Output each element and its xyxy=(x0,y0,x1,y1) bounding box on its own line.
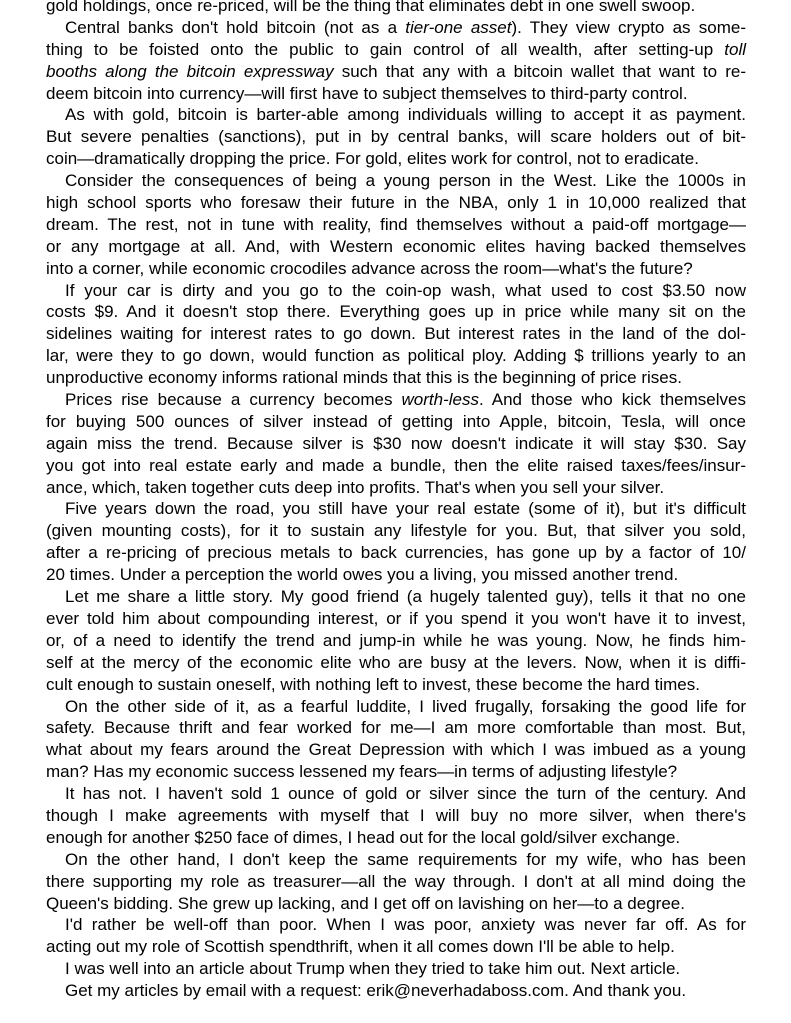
text-line: It has not. I haven't sold 1 ounce of gold or silver since the turn of the century. And xyxy=(65,784,746,804)
text-line: self at the mercy of the economic elite who are busy at the levers. Now, when it is diffi- xyxy=(46,652,746,672)
text-line: But severe penalties (sanctions), put in by central banks, will scare holders out of bit- xyxy=(46,127,746,147)
text-line: thing to be foisted onto the public to gain control of all wealth, after setting-up toll xyxy=(46,39,746,59)
text-line: again miss the trend. Because silver is $30 now doesn't indicate it will stay $30. Say xyxy=(46,433,746,453)
text-line: Let me share a little story. My good friend (a hugely talented guy), tells it that no one xyxy=(65,587,746,607)
text-line: booths along the bitcoin expressway such that any with a bitcoin wallet that want to re- xyxy=(46,61,746,81)
text-line: gold holdings, once re-priced, will be the thing that eliminates debt in one swell swoop. xyxy=(46,0,696,15)
text-line: what about my fears around the Great Depression with which I was imbued as a young xyxy=(46,740,746,760)
text-line: costs $9. And it doesn't stop there. Everything goes up in price while many sit on the xyxy=(46,302,746,322)
text-line: or, of a need to identify the trend and jump-in while he was young. Now, he finds him- xyxy=(46,630,746,650)
text-line: or any mortgage at all. And, with Western economic elites having backed themselves xyxy=(46,236,746,256)
text-line: If your car is dirty and you go to the coin-op wash, what used to cost $3.50 now xyxy=(65,280,746,300)
text-line: ance, which, taken together cuts deep into profits. That's when you sell your silver. xyxy=(46,477,665,497)
text-line: acting out my role of Scottish spendthrift, when it all comes down I'll be able to help. xyxy=(46,937,675,957)
text-line: I was well into an article about Trump when they tried to take him out. Next article. xyxy=(65,959,681,979)
text-line: lar, were they to go down, would function as political ploy. Adding $ trillions yearly to an xyxy=(46,346,746,366)
text-line: cult enough to sustain oneself, with nothing left to invest, these become the hard times. xyxy=(46,674,700,694)
text-line: for buying 500 ounces of silver instead of getting into Apple, bitcoin, Tesla, will once xyxy=(46,411,746,431)
text-line: 20 times. Under a perception the world owes you a living, you missed another trend. xyxy=(46,565,679,585)
text-line: man? Has my economic success lessened my fears—in terms of adjusting lifestyle? xyxy=(46,762,678,782)
text-line: Prices rise because a currency becomes worth-less. And those who kick themselves xyxy=(65,390,746,410)
text-line: deem bitcoin into currency—will first have to subject themselves to third-party control. xyxy=(46,83,688,103)
text-line: there supporting my role as treasurer—all the way through. I don't at all mind doing the xyxy=(46,871,746,891)
text-line: you got into real estate early and made a bundle, then the elite raised taxes/fees/insur- xyxy=(46,455,746,475)
text-line: Consider the consequences of being a young person in the West. Like the 1000s in xyxy=(65,171,746,191)
text-line: enough for another $250 face of dimes, I head out for the local gold/silver exchange. xyxy=(46,827,681,847)
text-line: Get my articles by email with a request: erik@neverhadaboss.com. And thank you. xyxy=(65,981,687,1001)
text-line: Queen's bidding. She grew up lacking, and I get off on lavishing on her—to a degree. xyxy=(46,893,685,913)
text-line: (given mounting costs), for it to sustain any lifestyle for you. But, that silver you sold, xyxy=(46,521,746,541)
text-line: sidelines waiting for interest rates to go down. But interest rates in the land of the dol- xyxy=(46,324,746,344)
text-line: Central banks don't hold bitcoin (not as a tier-one asset). They view crypto as some- xyxy=(65,17,746,37)
text-line: coin—dramatically dropping the price. For gold, elites work for control, not to eradicate. xyxy=(46,149,699,169)
text-line: Five years down the road, you still have your real estate (some of it), but it's difficult xyxy=(65,499,746,519)
article-body xyxy=(46,0,746,1002)
text-line: high school sports who foresaw their future in the NBA, only 1 in 10,000 realized that xyxy=(46,193,746,213)
text-line: I'd rather be well-off than poor. When I was poor, anxiety was never far off. As for xyxy=(65,915,746,935)
text-line: though I make agreements with myself that I will buy no more silver, when there's xyxy=(46,805,746,825)
text-line: safety. Because thrift and fear worked for me—I am more comfortable than most. But, xyxy=(46,718,746,738)
text-line: On the other side of it, as a fearful luddite, I lived frugally, forsaking the good life for xyxy=(65,696,746,716)
text-line: dream. The rest, not in tune with reality, find themselves without a paid-off mortgage— xyxy=(46,214,746,234)
text-line: ever told him about compounding interest, or if you spend it you won't have it to invest, xyxy=(46,608,746,628)
text-line: after a re-pricing of precious metals to back currencies, has gone up by a factor of 10/ xyxy=(46,543,746,563)
text-line: unproductive economy informs rational minds that this is the beginning of price rises. xyxy=(46,368,682,388)
text-line: On the other hand, I don't keep the same requirements for my wife, who has been xyxy=(65,849,746,869)
text-line: As with gold, bitcoin is barter-able among individuals willing to accept it as payment. xyxy=(65,105,746,125)
text-line: into a corner, while economic crocodiles advance across the room—what's the future? xyxy=(46,258,693,278)
